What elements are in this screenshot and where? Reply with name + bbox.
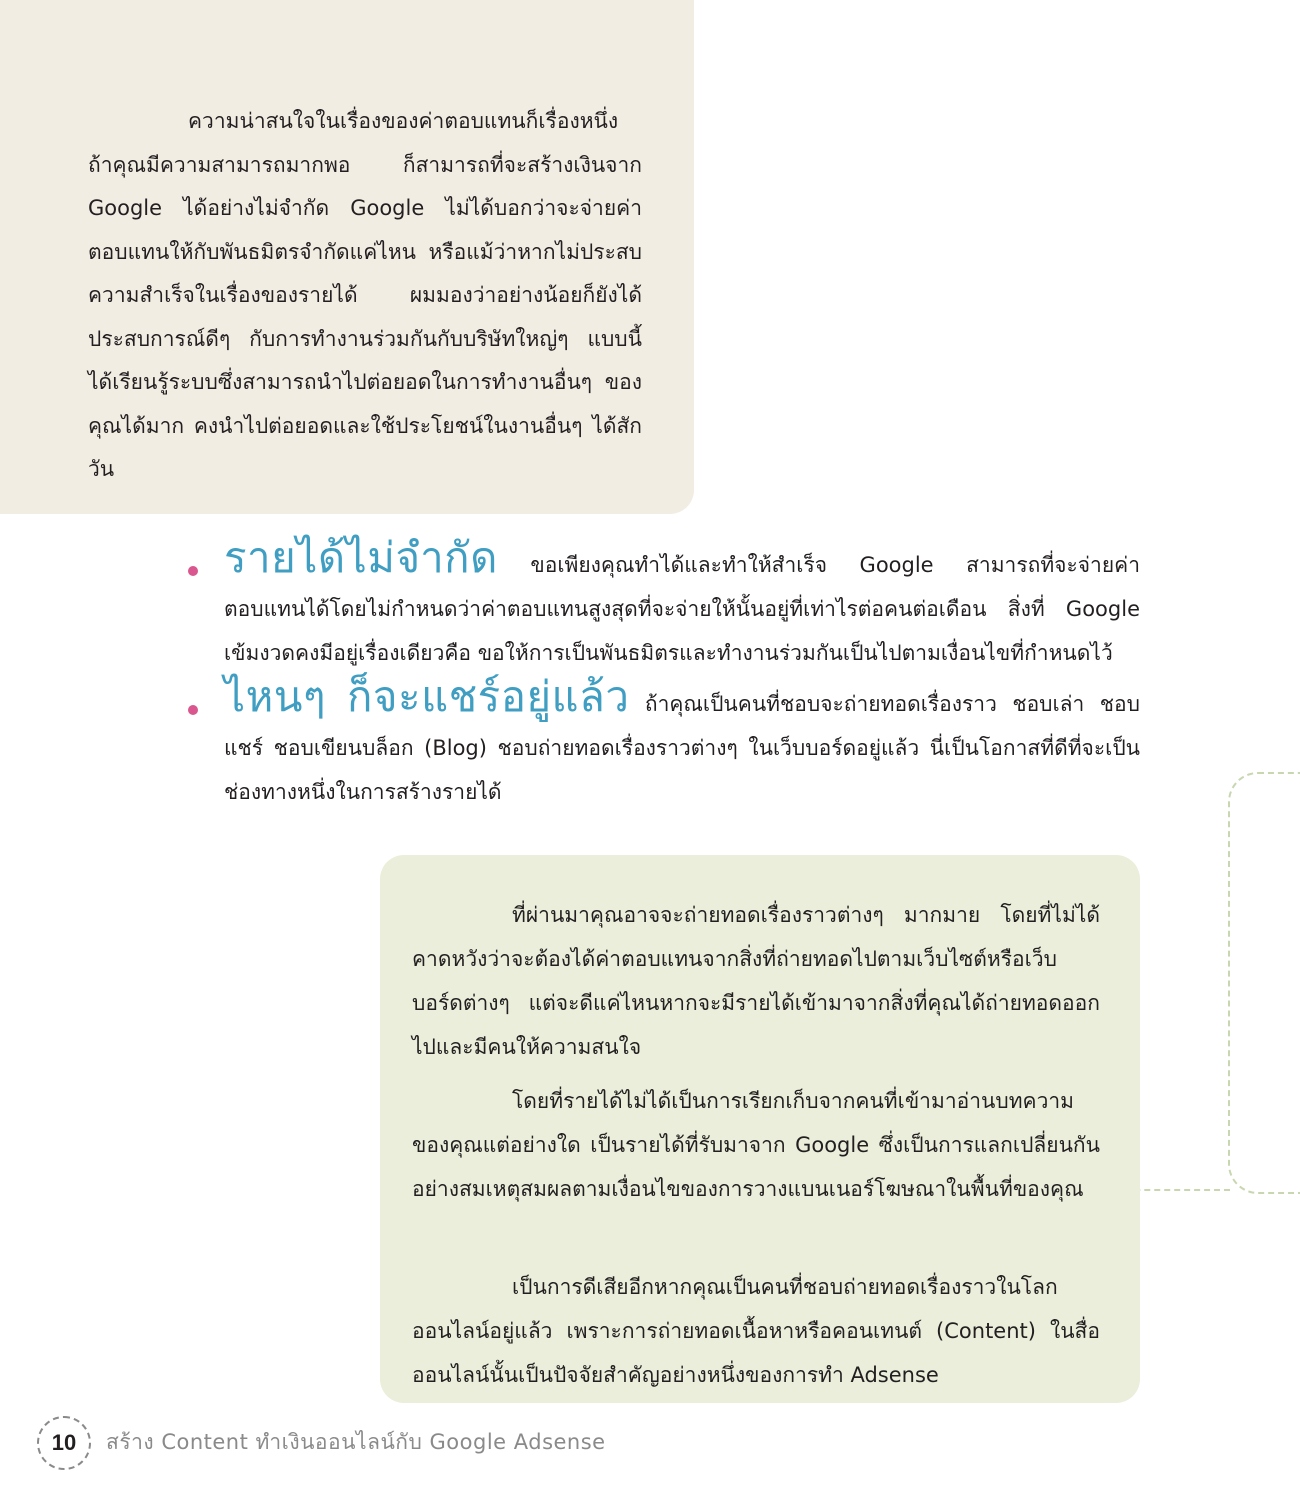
page-number: 10 <box>37 1416 91 1470</box>
decorative-dashed-frame <box>1228 772 1300 1194</box>
green-paragraph-3: เป็นการดีเสียอีกหากคุณเป็นคนที่ชอบถ่ายทอดเรื่องราวในโลกออนไลน์อยู่แล้ว เพราะการถ่ายทอดเนื้อหาหรือคอนเทนต์ (Content) ในสื่อออนไลน์นั้นเป็นปัจจัยสำคัญอย่างหนึ่งของการทำ Adsense <box>412 1275 1100 1387</box>
bullet-text <box>224 675 1140 814</box>
bullet-item-already-sharing <box>188 675 1140 814</box>
bullet-body: ถ้าคุณเป็นคนที่ชอบจะถ่ายทอดเรื่องราว ชอบเล่า ชอบแชร์ ชอบเขียนบล็อก (Blog) ชอบถ่ายทอดเรื่องราวต่างๆ ในเว็บบอร์ดอยู่แล้ว นี่เป็นโอกาสที่ดีที่จะเป็นช่องทางหนึ่งในการสร้างรายได้ <box>224 692 1140 804</box>
bullet-dot-icon <box>188 566 198 576</box>
intro-paragraph: ความน่าสนใจในเรื่องของค่าตอบแทนก็เรื่องหนึ่ง ถ้าคุณมีความสามารถมากพอ ก็สามารถที่จะสร้างเงินจาก Google ได้อย่างไม่จำกัด Google ไม่ได้บอกว่าจะจ่ายค่าตอบแทนให้กับพันธมิตรจำกัดแค่ไหน หรือแม้ว่าหากไม่ประสบความสำเร็จในเรื่องของรายได้ ผมมองว่าอย่างน้อยก็ยังได้ประสบการณ์ดีๆ กับการทำงานร่วมกันกับบริษัทใหญ่ๆ แบบนี้ ได้เรียนรู้ระบบซึ่งสามารถนำไปต่อยอดในการทำงานอื่นๆ ของคุณได้มาก คงนำไปต่อยอดและใช้ประโยชน์ในงานอื่นๆ ได้สักวัน <box>88 109 642 481</box>
footer-book-title: สร้าง Content ทำเงินออนไลน์กับ Google Adsense <box>106 1430 606 1454</box>
bullet-text <box>224 536 1140 675</box>
green-box <box>380 855 1140 1403</box>
bullet-body: ขอเพียงคุณทำได้และทำให้สำเร็จ Google สามารถที่จะจ่ายค่าตอบแทนได้โดยไม่กำหนดว่าค่าตอบแทนสูงสุดที่จะจ่ายให้นั้นอยู่ที่เท่าไรต่อคนต่อเดือน สิ่งที่ Google เข้มงวดคงมีอยู่เรื่องเดียวคือ ขอให้การเป็นพันธมิตรและทำงานร่วมกันเป็นไปตามเงื่อนไขที่กำหนดไว้ <box>224 553 1140 665</box>
green-paragraph-1: ที่ผ่านมาคุณอาจจะถ่ายทอดเรื่องราวต่างๆ มากมาย โดยที่ไม่ได้คาดหวังว่าจะต้องได้ค่าตอบแทนจากสิ่งที่ถ่ายทอดไปตามเว็บไซต์หรือเว็บบอร์ดต่างๆ แต่จะดีแค่ไหนหากจะมีรายได้เข้ามาจากสิ่งที่คุณได้ถ่ายทอดออกไปและมีคนให้ความสนใจ <box>412 903 1100 1059</box>
bullet-heading: รายได้ไม่จำกัด <box>224 534 498 581</box>
bullet-heading: ไหนๆ ก็จะแชร์อยู่แล้ว <box>224 673 630 720</box>
bullet-dot-icon <box>188 705 198 715</box>
intro-box <box>0 0 694 514</box>
green-paragraph-2: โดยที่รายได้ไม่ได้เป็นการเรียกเก็บจากคนที่เข้ามาอ่านบทความของคุณแต่อย่างใด เป็นรายได้ที่รับมาจาก Google ซึ่งเป็นการแลกเปลี่ยนกันอย่างสมเหตุสมผลตามเงื่อนไขของการวางแบนเนอร์โฆษณาในพื้นที่ของคุณ <box>412 1089 1100 1201</box>
bullet-list <box>188 536 1140 814</box>
bullet-item-unlimited-income <box>188 536 1140 675</box>
